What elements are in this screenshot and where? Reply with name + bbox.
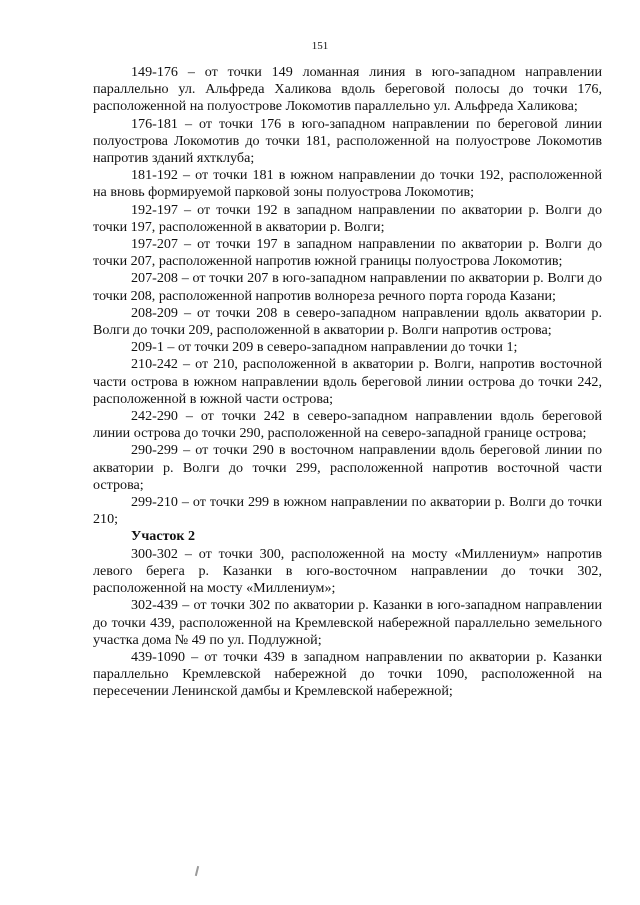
paragraph-segment-210-242: 210-242 – от 210, расположенной в акватории р. Волги, напротив восточной части острова в южном направлении вдоль береговой линии острова до точки 242, расположенной в южной части острова; [93, 356, 602, 407]
paragraph-segment-181-192: 181-192 – от точки 181 в южном направлении до точки 192, расположенной на вновь формируемой парковой зоны полуострова Локомотив; [93, 167, 602, 201]
paragraph-segment-209-1: 209-1 – от точки 209 в северо-западном направлении до точки 1; [131, 339, 518, 356]
paragraph-segment-149-176: 149-176 – от точки 149 ломанная линия в юго-западном направлении параллельно ул. Альфреда Халикова вдоль береговой полосы до точки 176, расположенной на полуострове Локомотив параллельно ул. Альфреда Халикова; [93, 64, 602, 115]
paragraph-segment-299-210: 299-210 – от точки 299 в южном направлении по акватории р. Волги до точки 210; [93, 494, 602, 528]
section-heading: Участок 2 [131, 528, 196, 545]
paragraph-segment-302-439: 302-439 – от точки 302 по акватории р. Казанки в юго-западном направлении до точки 439, расположенной на Кремлевской набережной параллельно земельного участка дома № 49 по ул. Подлужной; [93, 597, 602, 648]
paragraph-segment-300-302: 300-302 – от точки 300, расположенной на мосту «Миллениум» напротив левого берега р. Казанки в юго-восточном направлении до точки 302, расположенной на мосту «Миллениум»; [93, 545, 602, 597]
paragraph-segment-176-181: 176-181 – от точки 176 в юго-западном направлении по береговой линии полуострова Локомотив до точки 181, расположенной на полуострове Локомотив напротив зданий яхтклуба; [93, 115, 602, 167]
paragraph-segment-290-299: 290-299 – от точки 290 в восточном направлении вдоль береговой линии по акватории р. Волги до точки 299, расположенной напротив восточной части острова; [93, 442, 602, 493]
paragraph-segment-439-1090: 439-1090 – от точки 439 в западном направлении по акватории р. Казанки параллельно Кремлевской набережной до точки 1090, расположенной на пересечении Ленинской дамбы и Кремлевской набережной; [93, 648, 602, 700]
paragraph-segment-197-207: 197-207 – от точки 197 в западном направлении по акватории р. Волги до точки 207, расположенной напротив южной границы полуострова Локомотив; [93, 236, 602, 270]
paragraph-segment-207-208: 207-208 – от точки 207 в юго-западном направлении по акватории р. Волги до точки 208, расположенной напротив волнореза речного порта города Казани; [93, 270, 602, 304]
page-number: 151 [311, 40, 329, 52]
paragraph-segment-192-197: 192-197 – от точки 192 в западном направлении по акватории р. Волги до точки 197, расположенной в акватории р. Волги; [93, 201, 602, 235]
scan-artifact-mark [195, 866, 199, 876]
document-body [93, 64, 602, 701]
paragraph-segment-242-290: 242-290 – от точки 242 в северо-западном направлении вдоль береговой линии острова до точки 290, расположенной на северо-западной границе острова; [93, 408, 602, 442]
paragraph-segment-208-209: 208-209 – от точки 208 в северо-западном направлении вдоль акватории р. Волги до точки 209, расположенной в акватории р. Волги напротив острова; [93, 304, 602, 339]
